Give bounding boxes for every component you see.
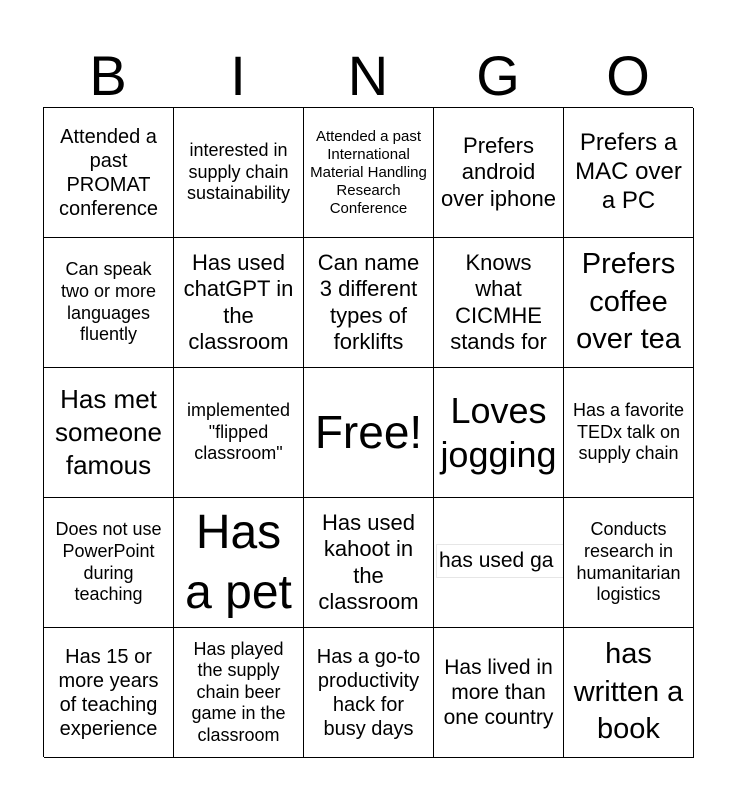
bingo-letter-g: G xyxy=(476,44,520,107)
bingo-cell-r3-c1[interactable] xyxy=(44,368,174,498)
cell-text: has used ga xyxy=(439,549,554,572)
bingo-cell-r1-c4[interactable] xyxy=(434,108,564,238)
cell-text: Has played the supply chain beer game in the classroom xyxy=(191,638,286,745)
bingo-cell-free[interactable] xyxy=(304,368,434,498)
bingo-header xyxy=(43,44,693,108)
cell-text: implemented "flipped classroom" xyxy=(186,400,291,464)
cell-text: Prefers android over iphone xyxy=(441,132,556,211)
bingo-letter-o: O xyxy=(606,44,650,107)
cell-text: Has a go-to productivity hack for busy days xyxy=(316,645,421,740)
bingo-letter-b: B xyxy=(89,44,127,107)
bingo-cell-r4-c2[interactable] xyxy=(174,498,304,628)
bingo-cell-r2-c3[interactable] xyxy=(304,238,434,368)
bingo-cell-r4-c1[interactable] xyxy=(44,498,174,628)
cell-text: Can name 3 different types of forklifts xyxy=(317,249,420,354)
bingo-cell-r2-c5[interactable] xyxy=(564,238,694,368)
cell-text: Prefers coffee over tea xyxy=(576,247,681,356)
bingo-cell-r3-c2[interactable] xyxy=(174,368,304,498)
cell-text: Attended a past International Material Handling Research Conference xyxy=(310,127,427,217)
cell-text: Does not use PowerPoint during teaching xyxy=(55,519,162,605)
cell-text: Has a favorite TEDx talk on supply chain xyxy=(572,400,685,464)
bingo-cell-r2-c4[interactable] xyxy=(434,238,564,368)
clipped-text-box xyxy=(436,544,564,578)
bingo-cell-r2-c2[interactable] xyxy=(174,238,304,368)
bingo-cell-r5-c3[interactable] xyxy=(304,628,434,758)
cell-text: Prefers a MAC over a PC xyxy=(575,129,682,214)
cell-text: Has lived in more than one country xyxy=(443,655,554,730)
cell-text: Has met someone famous xyxy=(55,383,162,481)
cell-text: Has a pet xyxy=(185,505,292,619)
bingo-cell-r1-c5[interactable] xyxy=(564,108,694,238)
cell-text: Can speak two or more languages fluently xyxy=(60,259,157,345)
bingo-cell-r1-c3[interactable] xyxy=(304,108,434,238)
bingo-board xyxy=(43,107,693,757)
bingo-cell-r5-c2[interactable] xyxy=(174,628,304,758)
bingo-cell-r1-c2[interactable] xyxy=(174,108,304,238)
cell-text: has written a book xyxy=(573,637,684,746)
bingo-cell-r5-c1[interactable] xyxy=(44,628,174,758)
cell-text: Has used kahoot in the classroom xyxy=(318,509,419,614)
cell-text: Knows what CICMHE stands for xyxy=(450,249,547,354)
cell-text: Conducts research in humanitarian logistics xyxy=(576,519,681,605)
cell-text: Has 15 or more years of teaching experience xyxy=(58,645,159,740)
cell-text: Attended a past PROMAT conference xyxy=(59,125,158,220)
bingo-cell-r4-c4[interactable] xyxy=(434,498,564,628)
cell-text: Has used chatGPT in the classroom xyxy=(183,249,294,354)
bingo-cell-r5-c4[interactable] xyxy=(434,628,564,758)
bingo-letter-i: I xyxy=(230,44,246,107)
bingo-letter-n: N xyxy=(347,44,389,107)
bingo-cell-r4-c3[interactable] xyxy=(304,498,434,628)
cell-text: interested in supply chain sustainability xyxy=(186,140,291,204)
bingo-cell-r5-c5[interactable] xyxy=(564,628,694,758)
bingo-cell-r3-c5[interactable] xyxy=(564,368,694,498)
bingo-cell-r3-c4[interactable] xyxy=(434,368,564,498)
bingo-cell-r1-c1[interactable] xyxy=(44,108,174,238)
cell-text: Free! xyxy=(314,405,423,458)
bingo-cell-r4-c5[interactable] xyxy=(564,498,694,628)
bingo-cell-r2-c1[interactable] xyxy=(44,238,174,368)
cell-text: Loves jogging xyxy=(440,390,557,475)
